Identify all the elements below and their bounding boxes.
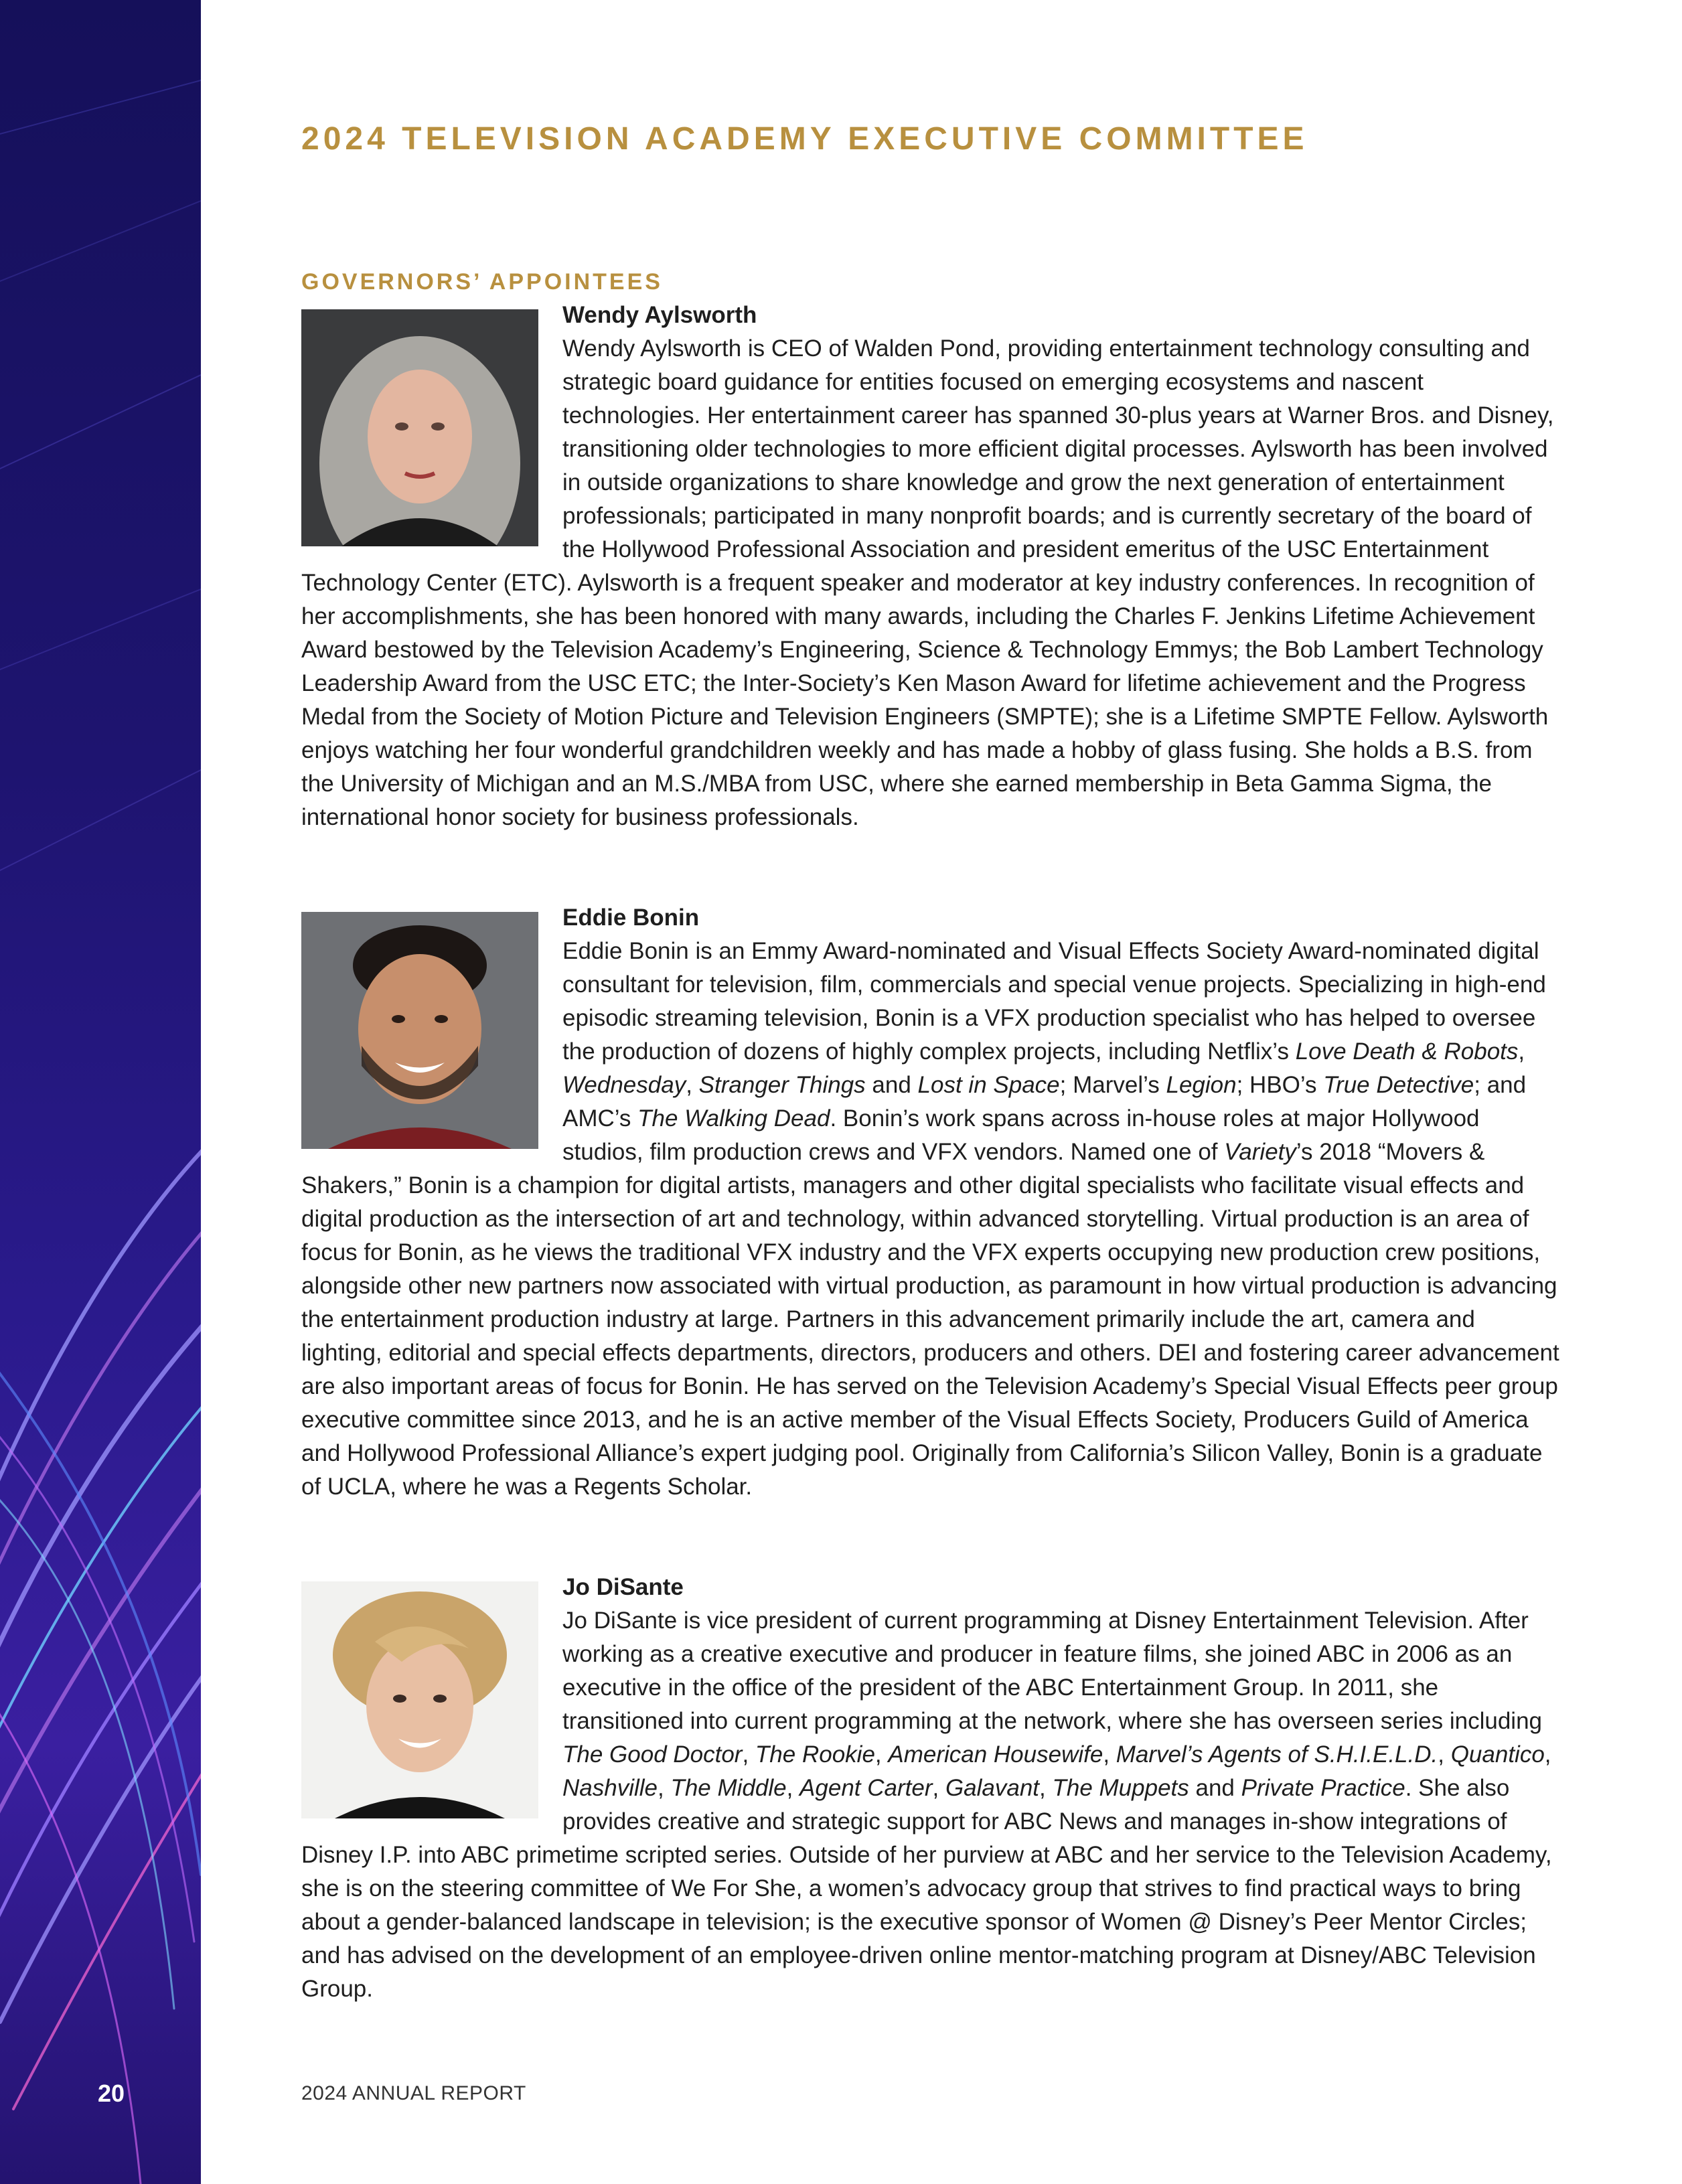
show-title: The Rookie — [755, 1741, 875, 1768]
portrait-photo — [301, 309, 538, 546]
show-title: Quantico — [1450, 1741, 1545, 1768]
show-title: Marvel’s Agents of S.H.I.E.L.D. — [1116, 1741, 1438, 1768]
decorative-side-band — [0, 0, 201, 2184]
bio-text-sep: ; HBO’s — [1236, 1072, 1324, 1098]
bio-text-sep: , — [874, 1741, 889, 1768]
bio-text-sep: , — [1544, 1741, 1551, 1768]
bio-text-sep: , — [1438, 1741, 1451, 1768]
show-title: Lost in Space — [917, 1072, 1060, 1098]
bio-text-sep: , — [1103, 1741, 1116, 1768]
bio-text-sep: and — [865, 1072, 918, 1098]
show-title: Nashville — [562, 1775, 658, 1801]
bio-text: Wendy Aylsworth is CEO of Walden Pond, providing entertainment technology consulting and strategic board guidance for entities focused on emerging ecosystems and nascent technologies. Her entertainment career has spanned 30-plus years at Warner Bros. and Disney, transitioning older technologies to more efficient digital processes. Aylsworth has been involved in outside organizations to share knowledge and grow the next generation of entertainment professionals; participated in many nonprofit boards; and is currently secretary of the board of the Hollywood Professional Association and president emeritus of the USC Entertainment Technology Center (ETC). Aylsworth is a frequent speaker and moderator at key industry conferences. In recognition of her accomplishments, she has been honored with many awards, including the Charles F. Jenkins Lifetime Achievement Award bestowed by the Television Academy’s Engineering, Science & Technology Emmys; the Bob Lambert Technology Leadership Award from the USC ETC; the Inter-Society’s Ken Mason Award for lifetime achievement and the Progress Medal from the Society of Motion Picture and Television Engineers (SMPTE); she is a Lifetime SMPTE Fellow. Aylsworth enjoys watching her four wonderful grandchildren weekly and has made a hobby of glass fusing. She holds a B.S. from the University of Michigan and an M.S./MBA from USC, where she earned membership in Beta Gamma Sigma, the international honor society for business professionals. — [301, 335, 1554, 830]
footer-report-label: 2024 ANNUAL REPORT — [301, 2082, 526, 2104]
bio-jo-disante — [301, 1571, 1560, 2006]
bio-text-1: Eddie Bonin is an Emmy Award-nominated and Visual Effects Society Award-nominated digital consultant for television, film, commercials and special venue projects. Specializing in high-end episodic streaming television, Bonin is a VFX production specialist who has helped to oversee the production of dozens of highly complex projects, including Netflix’s — [562, 938, 1546, 1065]
show-title: The Walking Dead — [637, 1105, 830, 1132]
bio-text-sep: , — [932, 1775, 945, 1801]
bio-text-3: ’s 2018 “Movers & Shakers,” Bonin is a champion for digital artists, managers and other digital specialists who facilitate visual effects and digital production as the intersection of art and technology, within advanced storytelling. Virtual production is an area of focus for Bonin, as he views the traditional VFX industry and the VFX experts occupying new production crew positions, alongside other new partners now associated with virtual production, as paramount in how virtual production is advancing the entertainment production industry at large. Partners in this advancement primarily include the art, camera and lighting, editorial and special effects departments, directors, producers and others. DEI and fostering career advancement are also important areas of focus for Bonin. He has served on the Television Academy’s Special Visual Effects peer group executive committee since 2013, and he is an active member of the Visual Effects Society, Producers Guild of America and Hollywood Professional Alliance’s expert judging pool. Originally from California’s Silicon Valley, Bonin is a graduate of UCLA, where he was a Regents Scholar. — [301, 1139, 1559, 1500]
bio-name: Jo DiSante — [562, 1574, 684, 1600]
section-heading: GOVERNORS’ APPOINTEES — [301, 269, 663, 295]
show-title: The Good Doctor — [562, 1741, 743, 1768]
publication-title: Variety — [1224, 1139, 1296, 1165]
show-title: Agent Carter — [799, 1775, 933, 1801]
bio-eddie-bonin — [301, 901, 1560, 1504]
bio-text-2: . She also provides creative and strategic support for ABC News and manages in-show integrations of Disney I.P. into ABC primetime scripted series. Outside of her purview at ABC and her service to the Television Academy, she is on the steering committee of We For She, a women’s advocacy group that strives to find practical ways to bring about a gender-balanced landscape in television; is the executive sponsor of Women @ Disney’s Peer Mentor Circles; and has advised on the development of an employee-driven online mentor-matching program at Disney/ABC Television Group. — [301, 1775, 1552, 2002]
show-title: American Housewife — [888, 1741, 1103, 1768]
bio-text-sep: and — [1189, 1775, 1241, 1801]
bio-text-sep: ; Marvel’s — [1059, 1072, 1166, 1098]
show-title: The Middle — [670, 1775, 787, 1801]
show-title: Love Death & Robots — [1295, 1038, 1519, 1065]
light-streaks-graphic — [0, 0, 201, 2184]
bio-text-sep: ; and AMC’s — [562, 1072, 1527, 1132]
page-number: 20 — [98, 2080, 125, 2107]
show-title: Private Practice — [1241, 1775, 1405, 1801]
bio-text-1: Jo DiSante is vice president of current programming at Disney Entertainment Television. After working as a creative executive and producer in feature films, she joined ABC in 2006 as an executive in the office of the president of the ABC Entertainment Group. In 2011, she transitioned into current programming at the network, where she has overseen series including — [562, 1608, 1542, 1734]
show-title: Wednesday — [562, 1072, 686, 1098]
portrait-photo — [301, 1581, 538, 1818]
bio-name: Eddie Bonin — [562, 905, 700, 931]
portrait-photo — [301, 912, 538, 1149]
bio-wendy-aylsworth — [301, 299, 1560, 834]
show-title: True Detective — [1323, 1072, 1474, 1098]
show-title: Legion — [1166, 1072, 1237, 1098]
bio-text-sep: , — [658, 1775, 671, 1801]
bio-text-2: . Bonin’s work spans across in-house roles at major Hollywood studios, film production crews and VFX vendors. Named one of — [562, 1105, 1480, 1165]
page-title: 2024 TELEVISION ACADEMY EXECUTIVE COMMITTEE — [301, 121, 1308, 157]
show-title: Galavant — [945, 1775, 1040, 1801]
bio-text-sep: , — [1518, 1038, 1525, 1065]
show-title: The Muppets — [1052, 1775, 1189, 1801]
bio-text-sep: , — [742, 1741, 755, 1768]
bio-text-sep: , — [686, 1072, 699, 1098]
bio-name: Wendy Aylsworth — [562, 302, 757, 328]
show-title: Stranger Things — [698, 1072, 866, 1098]
bio-text-sep: , — [786, 1775, 800, 1801]
bio-text-sep: , — [1039, 1775, 1053, 1801]
